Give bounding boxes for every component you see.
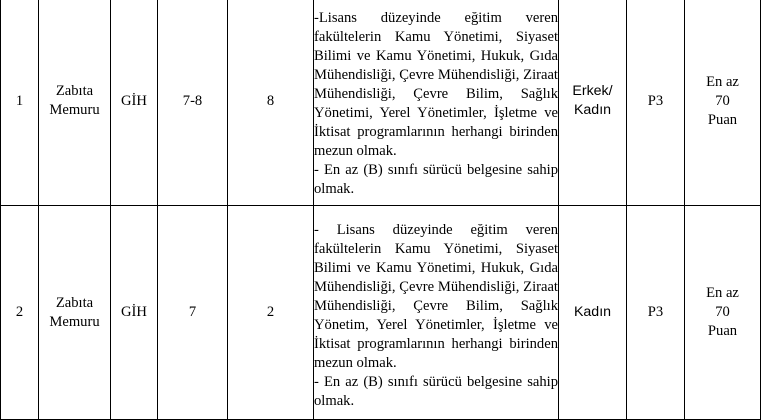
grade-cell bbox=[158, 206, 228, 420]
license-requirement: - En az (B) sınıfı sürücü belgesine sahip olmak. bbox=[314, 374, 558, 409]
class-value: GİH bbox=[121, 92, 147, 109]
score-line: 70 bbox=[715, 92, 730, 109]
row-number: 1 bbox=[15, 92, 24, 109]
gender-line: Erkek/ bbox=[572, 83, 613, 99]
gender-line: Kadın bbox=[573, 102, 612, 118]
row-number-cell bbox=[1, 0, 39, 206]
quota-cell bbox=[228, 0, 314, 206]
title-line: Zabıta bbox=[55, 294, 94, 311]
title-line: Zabıta bbox=[55, 83, 94, 99]
table-row bbox=[1, 0, 761, 206]
gender-cell bbox=[559, 0, 627, 206]
title-cell bbox=[39, 206, 111, 420]
gender-cell bbox=[559, 206, 627, 420]
grade-value: 7-8 bbox=[182, 92, 203, 109]
class-value: GİH bbox=[121, 304, 147, 320]
title-cell bbox=[39, 0, 111, 206]
score-line: Puan bbox=[707, 111, 738, 128]
requirements-cell bbox=[314, 206, 559, 420]
score-line: En az bbox=[706, 73, 739, 90]
requirements-cell bbox=[314, 0, 559, 206]
education-requirement: - Lisans düzeyinde eğitim veren fakültelerin Kamu Yönetimi, Siyaset Bilimi ve Kamu Yönetimi, Hukuk, Gıda Mühendisliği, Çevre Mühendisliği, Ziraat Mühendisliği, Çevre Bilim, Sağlık Yönetim, Yerel Yönetimler, İşletme ve İktisat programlarının herhangi birinden mezun olmak. bbox=[314, 222, 558, 371]
kpss-cell bbox=[627, 0, 685, 206]
quota-value: 2 bbox=[266, 304, 275, 320]
row-number-cell bbox=[1, 206, 39, 420]
score-line: 70 bbox=[715, 304, 730, 320]
score-line: Puan bbox=[707, 323, 738, 339]
title-line: Memuru bbox=[49, 102, 100, 118]
table-row bbox=[1, 206, 761, 420]
grade-value: 7 bbox=[188, 304, 197, 320]
score-line: En az bbox=[706, 285, 739, 301]
kpss-value: P3 bbox=[647, 92, 664, 109]
title-line: Memuru bbox=[49, 313, 100, 330]
class-cell bbox=[111, 206, 158, 420]
quota-cell bbox=[228, 206, 314, 420]
kpss-cell bbox=[627, 206, 685, 420]
quota-value: 8 bbox=[266, 92, 275, 109]
grade-cell bbox=[158, 0, 228, 206]
gender-line: Kadın bbox=[573, 304, 612, 320]
score-cell bbox=[685, 0, 761, 206]
class-cell bbox=[111, 0, 158, 206]
license-requirement: - En az (B) sınıfı sürücü belgesine sahip olmak. bbox=[314, 161, 558, 197]
score-cell bbox=[685, 206, 761, 420]
row-number: 2 bbox=[15, 304, 24, 320]
education-requirement: -Lisans düzeyinde eğitim veren fakültelerin Kamu Yönetimi, Siyaset Bilimi ve Kamu Yönetimi, Hukuk, Gıda Mühendisliği, Çevre Mühendisliği, Ziraat Mühendisliği, Çevre Bilim, Sağlık Yönetimi, Yerel Yönetimler, İşletme ve İktisat programlarının herhangi birinden mezun olmak. bbox=[314, 9, 558, 159]
kpss-value: P3 bbox=[647, 304, 664, 320]
